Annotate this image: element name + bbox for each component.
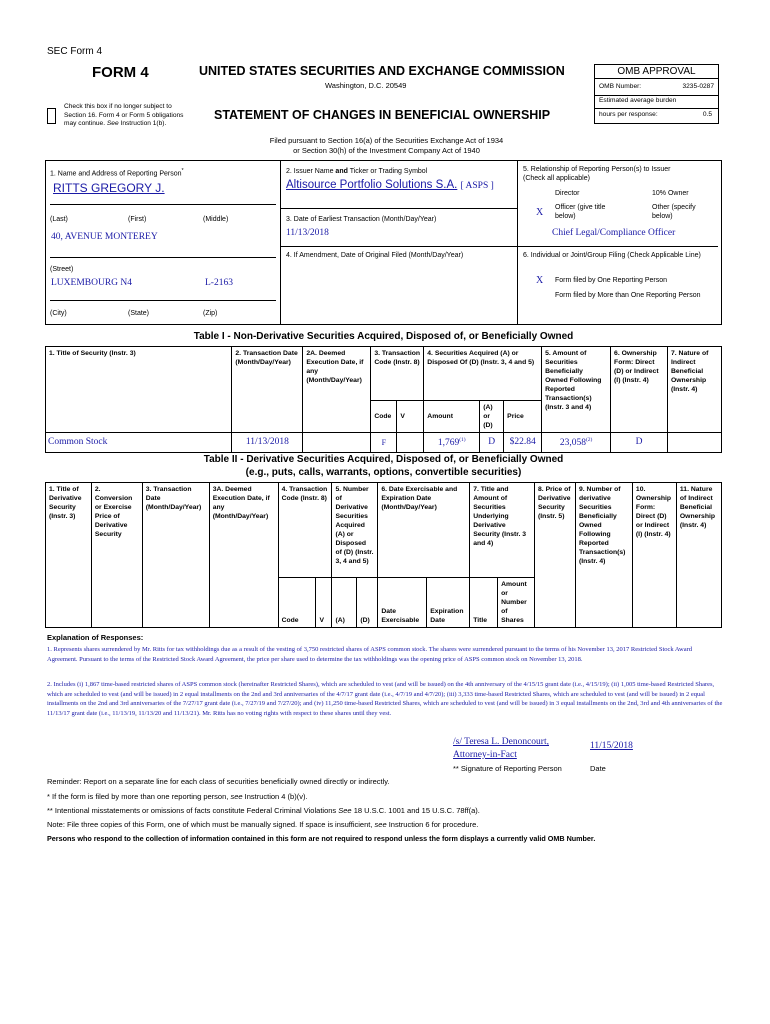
form-title: FORM 4: [92, 64, 149, 81]
t2-header-number: 5. Number of Derivative Securities Acquired (A) or Disposed of (D) (Instr. 3, 4 and 5): [332, 483, 378, 578]
t1-code: F: [371, 433, 397, 453]
zip-label: (Zip): [203, 310, 218, 317]
street-value: 40, AVENUE MONTEREY: [51, 232, 158, 242]
statement-title: STATEMENT OF CHANGES IN BENEFICIAL OWNERSHIP: [214, 108, 551, 122]
t2-header-exercisable: 6. Date Exercisable and Expiration Date (Month/Day/Year): [378, 483, 470, 578]
t1-subheader-price: Price: [504, 401, 542, 433]
t2-subheader-v: V: [316, 578, 332, 628]
last-label: (Last): [50, 216, 68, 223]
t2-header-title: 1. Title of Derivative Security (Instr. 3): [46, 483, 92, 628]
t1-v: [397, 433, 424, 453]
t2-header-underlying: 7. Title and Amount of Securities Underlying Derivative Security (Instr. 3 and 4): [470, 483, 535, 578]
table1-title: Table I - Non-Derivative Securities Acquired, Disposed of, or Beneficially Owned: [193, 331, 574, 342]
one-person-label: Form filed by One Reporting Person: [555, 277, 668, 284]
reminder-note: Reminder: Report on a separate line for each class of securities beneficially owned directly or indirectly.: [47, 777, 390, 786]
reporting-person-name: RITTS GREGORY J.: [53, 181, 165, 195]
t2-subheader-code: Code: [278, 578, 316, 628]
box3-label: 3. Date of Earliest Transaction (Month/Day/Year): [286, 216, 437, 223]
issuer-name: Altisource Portfolio Solutions S.A. [ ASPS ]: [286, 179, 494, 191]
note-multiple-filers: * If the form is filed by more than one reporting person, see Instruction 4 (b)(v).: [47, 792, 308, 801]
officer-check-mark[interactable]: X: [536, 207, 544, 218]
t1-transaction-date: 11/13/2018: [232, 433, 303, 453]
officer-title: Chief Legal/Compliance Officer: [552, 228, 676, 238]
top-label: SEC Form 4: [47, 46, 103, 57]
footnote-1: 1. Represents shares surrendered by Mr. Ritts for tax withholdings due as a result of the vesting of 3,750 restricted shares of ASPS common stock. The shares were surrendered pursuant to the terms of his November 13, 2017 Restricted Stock Award Agreement. Pursuant to the terms of the Restricted Stock Award Agreement, the price per share used to determine the tax withholdings was the opening price of ASPS common stock on November 13, 2018.: [47, 646, 692, 663]
footnote-2: 2. Includes (i) 1,867 time-based restricted shares of ASPS common stock (hereinafter Restricted Shares), which are scheduled to vest (and will be issued) on the 4th anniversary of the 4/15/15 grant date (i.e., 4/15/19); (ii) 1,005 time-based Restricted Shares, which are scheduled to vest (and will be issued) in 2 equal installments on the 2nd and 3rd anniversaries of the 4/7/17 grant date (i.e., 4/7/19 and 4/7/20); (iii) 3,333 time-based Restricted Shares, which are scheduled to vest (and will be issued) in 2 equal installments on the 2nd and 3rd anniversaries of the 7/27/17 grant date (i.e., 7/27/19 and 7/27/20); and (iv) 11,250 time-based Restricted Shares, which are scheduled to vest (and will be issued) in 3 equal installments on the 2nd, 3rd and 4th anniversaries of the 11/13/17 grant date (i.e., 11/13/19, 11/13/20 and 11/13/21). Mr. Ritts has no voting rights with respect to these shares until they vest.: [47, 681, 723, 717]
zip-value: L-2163: [205, 278, 233, 288]
table2-title: Table II - Derivative Securities Acquired, Disposed of, or Beneficially Owned (e.g., puts, calls, warrants, options, convertible securities): [203, 454, 564, 478]
t2-header-form: 10. Ownership Form: Direct (D) or Indirect (I) (Instr. 4): [632, 483, 676, 628]
t1-header-nature: 7. Nature of Indirect Beneficial Ownership (Instr. 4): [667, 347, 721, 433]
t1-nature: [667, 433, 721, 453]
omb-approval-box: [594, 64, 719, 124]
omb-burden-label: Estimated average burden: [599, 97, 677, 104]
explanation-heading: Explanation of Responses:: [47, 633, 144, 642]
t2-header-date: 3. Transaction Date (Month/Day/Year): [142, 483, 209, 628]
date-label: Date: [590, 764, 606, 773]
signature-name: /s/ Teresa L. Denoncourt, Attorney-in-Fact: [453, 737, 549, 760]
t2-subheader-title: Title: [470, 578, 498, 628]
t2-header-price: 8. Price of Derivative Security (Instr. 5): [535, 483, 576, 628]
city-value: LUXEMBOURG N4: [51, 278, 133, 288]
street-label: (Street): [50, 266, 74, 273]
omb-hours-label: hours per response:: [599, 111, 658, 118]
t1-subheader-v: V: [397, 401, 424, 433]
other-label: Other (specify below): [652, 204, 696, 220]
t2-subheader-d: (D): [357, 578, 378, 628]
t1-price: $22.84: [504, 433, 542, 453]
t1-header-acquired: 4. Securities Acquired (A) or Disposed Of (D) (Instr. 3, 4 and 5): [424, 347, 542, 401]
t1-security-title: Common Stock: [46, 433, 232, 453]
middle-label: (Middle): [203, 216, 229, 223]
t2-subheader-expiration: Expiration Date: [427, 578, 470, 628]
t1-header-date: 2. Transaction Date (Month/Day/Year): [232, 347, 303, 433]
t1-subheader-amount: Amount: [424, 401, 480, 433]
director-label: Director: [555, 190, 580, 197]
officer-label: Officer (give title below): [555, 204, 606, 220]
state-label: (State): [128, 310, 150, 317]
omb-hours-value: 0.5: [702, 111, 712, 118]
t1-subheader-ad: (A) or (D): [480, 401, 504, 433]
omb-number-label: OMB Number:: [599, 83, 642, 90]
t1-header-title: 1. Title of Security (Instr. 3): [46, 347, 232, 433]
box1-label: 1. Name and Address of Reporting Person*: [50, 168, 184, 178]
signature-label: ** Signature of Reporting Person: [453, 764, 562, 773]
omb-title: OMB APPROVAL: [595, 65, 718, 79]
box2-label: 2. Issuer Name and Ticker or Trading Symbol: [286, 168, 428, 175]
more-person-label: Form filed by More than One Reporting Person: [555, 292, 701, 299]
city-label: (City): [50, 310, 67, 317]
t1-amount-cell: 1,769$^{(1)}$: [424, 433, 480, 453]
box6-label: 6. Individual or Joint/Group Filing (Check Applicable Line): [523, 252, 701, 259]
box5-label: 5. Relationship of Reporting Person(s) to Issuer (Check all applicable): [523, 166, 671, 182]
note-misstatements: ** Intentional misstatements or omissions of facts constitute Federal Criminal Violations See 18 U.S.C. 1001 and 15 U.S.C. 78ff(a).: [47, 806, 480, 815]
t2-header-code: 4. Transaction Code (Instr. 8): [278, 483, 332, 578]
t1-owned-cell: 23,058$^{(2)}$: [542, 433, 611, 453]
t2-header-conversion: 2. Conversion or Exercise Price of Derivative Security: [91, 483, 142, 628]
box4-label: 4. If Amendment, Date of Original Filed (Month/Day/Year): [286, 252, 464, 259]
note-copies: Note: File three copies of this Form, one of which must be manually signed. If space is insufficient, see Instruction 6 for procedure.: [47, 820, 479, 829]
no-longer-subject-checkbox[interactable]: [47, 108, 56, 124]
filed-pursuant: Filed pursuant to Section 16(a) of the Securities Exchange Act of 1934 or Section 30(h) of the Investment Company Act of 1940: [269, 136, 504, 155]
ten-pct-owner-label: 10% Owner: [652, 190, 689, 197]
t1-deemed-date: [303, 433, 371, 453]
t2-subheader-a: (A): [332, 578, 357, 628]
t2-header-owned: 9. Number of derivative Securities Beneficially Owned Following Reported Transaction(s) (Instr. 4): [575, 483, 632, 628]
omb-number-value: 3235-0287: [682, 83, 714, 90]
t1-header-form: 6. Ownership Form: Direct (D) or Indirect (I) (Instr. 4): [611, 347, 668, 433]
t1-header-deemed: 2A. Deemed Execution Date, if any (Month/Day/Year): [303, 347, 371, 433]
signature-date: 11/15/2018: [590, 741, 633, 751]
first-label: (First): [128, 216, 147, 223]
table2: [45, 482, 722, 628]
earliest-transaction-date: 11/13/2018: [286, 228, 329, 238]
note-omb: Persons who respond to the collection of information contained in this form are not required to respond unless the form displays a currently valid OMB Number.: [47, 834, 596, 843]
t2-subheader-date-ex: Date Exercisable: [378, 578, 427, 628]
commission-title: UNITED STATES SECURITIES AND EXCHANGE COMMISSION: [199, 64, 565, 78]
t1-form: D: [611, 433, 668, 453]
t2-subheader-amount: Amount or Number of Shares: [498, 578, 535, 628]
t2-header-deemed: 3A. Deemed Execution Date, if any (Month/Day/Year): [209, 483, 278, 628]
t1-header-code: 3. Transaction Code (Instr. 8): [371, 347, 424, 401]
t1-ad: D: [480, 433, 504, 453]
one-person-check-mark[interactable]: X: [536, 275, 544, 286]
t1-subheader-code: Code: [371, 401, 397, 433]
commission-city: Washington, D.C. 20549: [325, 81, 407, 90]
t2-header-nature: 11. Nature of Indirect Beneficial Ownership (Instr. 4): [676, 483, 721, 628]
table1: [45, 346, 722, 453]
table-row: [46, 433, 722, 453]
t1-header-owned: 5. Amount of Securities Beneficially Owned Following Reported Transaction(s) (Instr. 3 and 4): [542, 347, 611, 433]
checkbox-text: Check this box if no longer subject to Section 16. Form 4 or Form 5 obligations may continue. See Instruction 1(b).: [64, 103, 184, 127]
